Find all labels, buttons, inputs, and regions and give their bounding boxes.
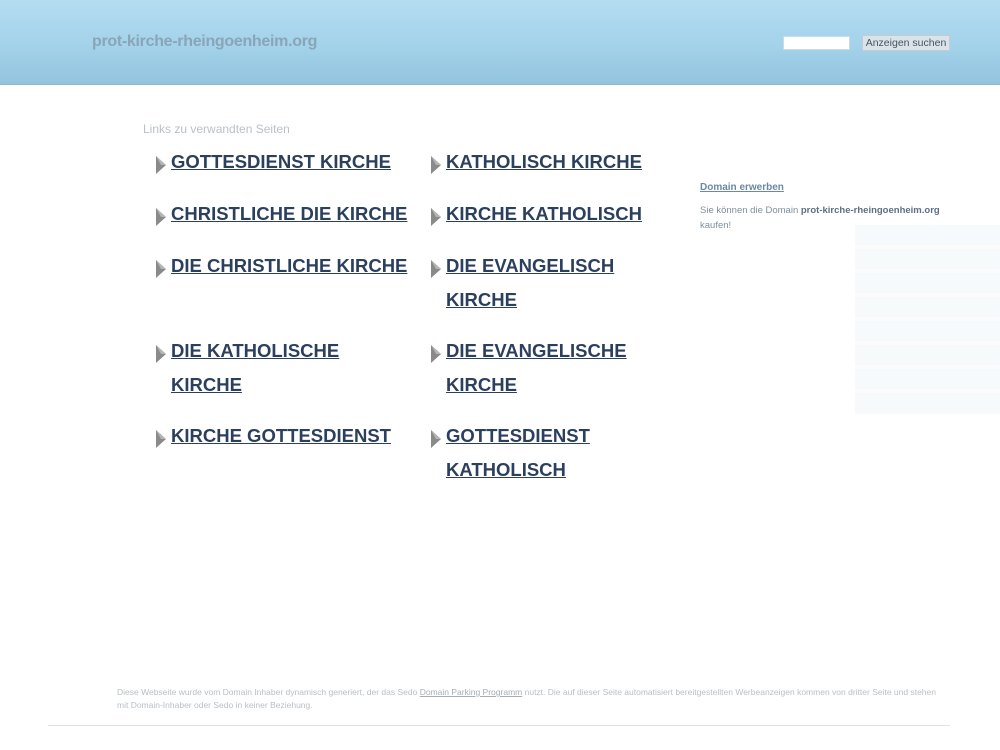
related-link-label: DIE CHRISTLICHE KIRCHE <box>171 255 408 276</box>
footer-text-after: nutzt. Die auf dieser Seite automatisiert bereitgestellten Werbeanzeigen kommen von dritter Seite und stehen mit Domain-Inhaber oder Sedo in keiner Beziehung. <box>117 687 936 710</box>
related-link[interactable] <box>430 204 660 238</box>
related-link-label: KIRCHE KATHOLISCH <box>446 203 642 224</box>
footer-disclaimer <box>117 686 937 712</box>
related-link-label: GOTTESDIENST KATHOLISCH <box>446 425 590 480</box>
arrow-right-icon <box>155 208 167 226</box>
related-link-label: CHRISTLICHE DIE KIRCHE <box>171 203 408 224</box>
site-title: prot-kirche-rheingoenheim.org <box>92 33 318 50</box>
related-link-label: GOTTESDIENST KIRCHE <box>171 151 391 172</box>
arrow-right-icon <box>155 260 167 278</box>
related-link[interactable] <box>155 256 415 290</box>
search-input[interactable] <box>783 36 850 50</box>
related-links-heading: Links zu verwandten Seiten <box>143 122 290 136</box>
footer-text-before: Diese Webseite wurde vom Domain Inhaber dynamisch generiert, der das Sedo <box>117 687 418 697</box>
arrow-right-icon <box>155 430 167 448</box>
related-link[interactable] <box>155 204 415 238</box>
domain-parking-link[interactable]: Domain Parking Programm <box>419 687 523 697</box>
header-bar <box>0 0 1000 85</box>
related-link-label: KIRCHE GOTTESDIENST <box>171 425 391 446</box>
buy-domain-text-prefix: Sie können die Domain <box>700 205 799 216</box>
related-link-label: KATHOLISCH KIRCHE <box>446 151 642 172</box>
arrow-right-icon <box>430 208 442 226</box>
arrow-right-icon <box>430 156 442 174</box>
related-link[interactable] <box>430 256 660 324</box>
search-button[interactable]: Anzeigen suchen <box>862 35 950 51</box>
related-link[interactable] <box>155 426 415 460</box>
footer-divider <box>48 725 950 726</box>
related-link[interactable] <box>430 341 660 409</box>
related-link[interactable] <box>430 426 660 494</box>
arrow-right-icon <box>155 345 167 363</box>
related-link[interactable] <box>155 152 415 186</box>
arrow-right-icon <box>155 156 167 174</box>
arrow-right-icon <box>430 345 442 363</box>
related-link-label: DIE EVANGELISCHE KIRCHE <box>446 340 627 395</box>
related-link-label: DIE EVANGELISCH KIRCHE <box>446 255 615 310</box>
arrow-right-icon <box>430 260 442 278</box>
related-link-label: DIE KATHOLISCHE KIRCHE <box>171 340 340 395</box>
domain-name: prot-kirche-rheingoenheim.org <box>800 205 940 216</box>
faded-watermark <box>855 225 1000 415</box>
buy-domain-link[interactable]: Domain erwerben <box>700 182 784 193</box>
arrow-right-icon <box>430 430 442 448</box>
related-link[interactable] <box>155 341 415 409</box>
related-link[interactable] <box>430 152 660 186</box>
buy-domain-text-suffix: kaufen! <box>700 220 732 231</box>
